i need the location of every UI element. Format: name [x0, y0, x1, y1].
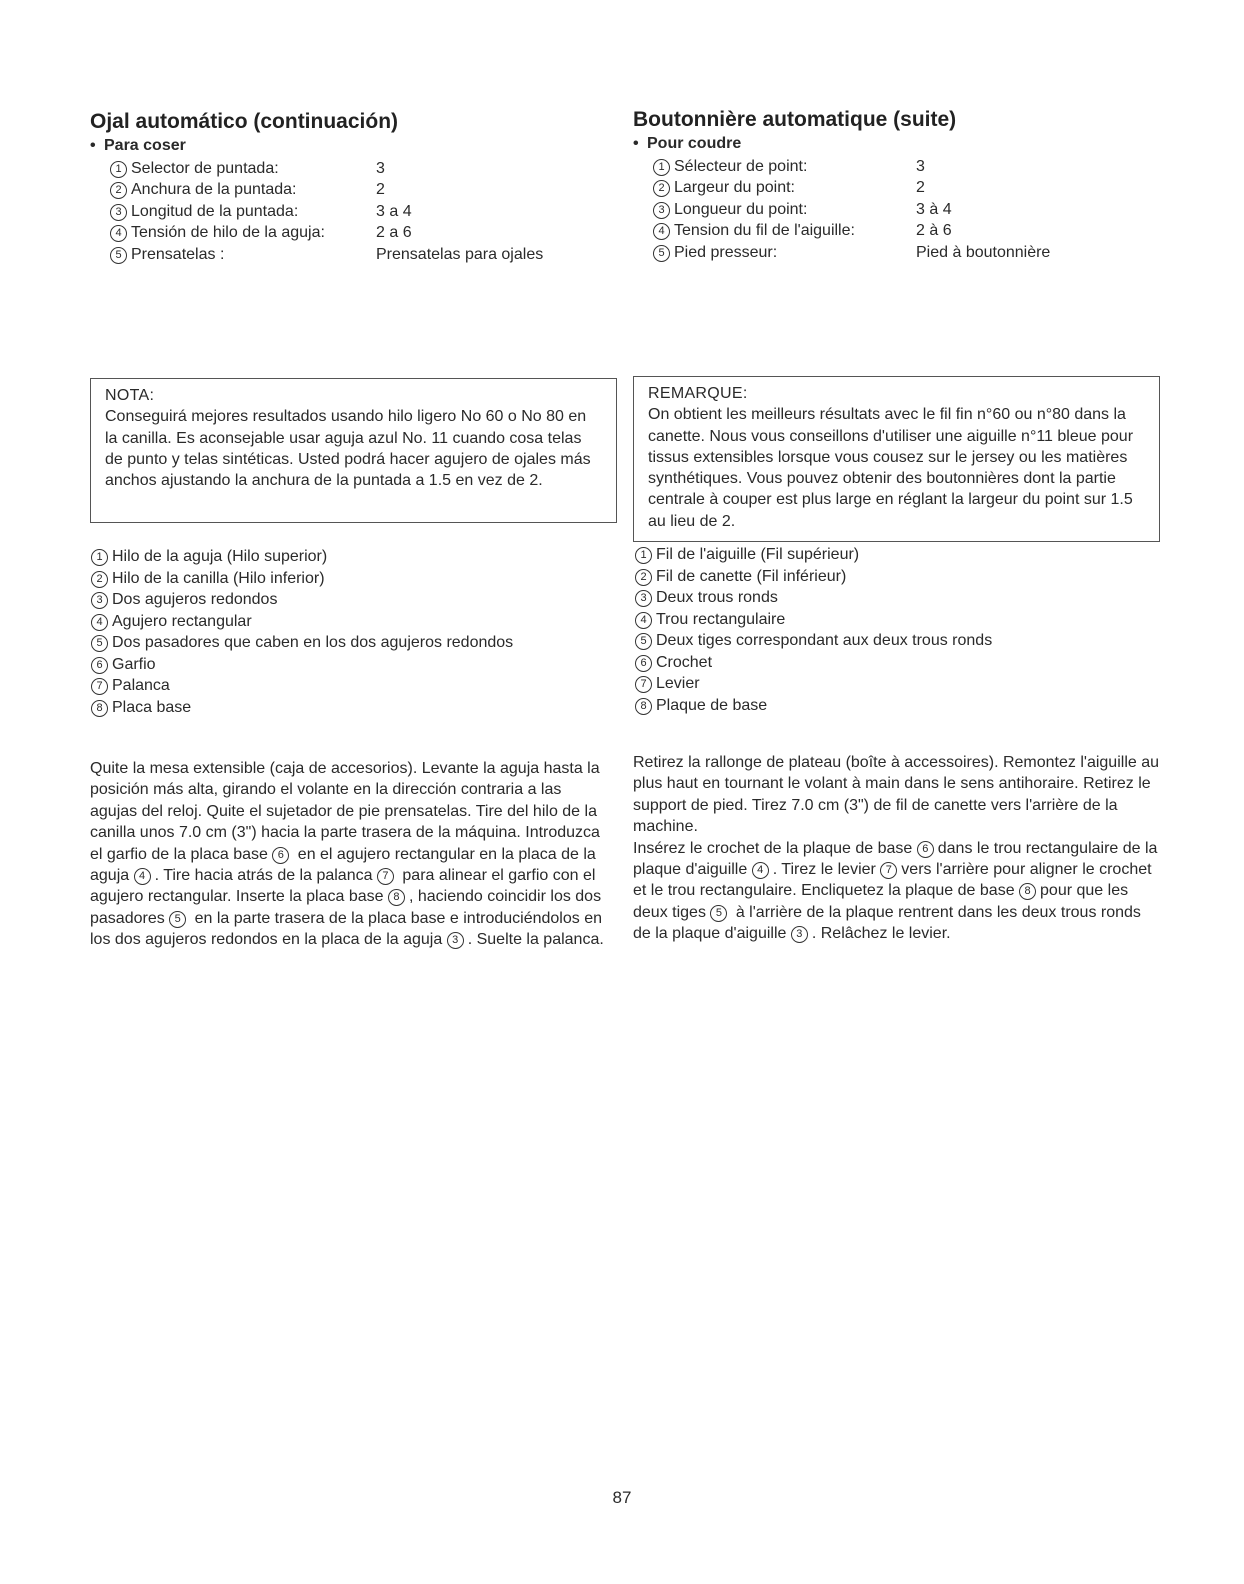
- setting-label: 4 Tension du fil de l'aiguille:: [653, 221, 916, 243]
- setting-value: 3: [376, 159, 385, 177]
- setting-row: [110, 158, 543, 180]
- ref-number: 4: [752, 862, 769, 879]
- setting-value: 3: [916, 157, 925, 175]
- ref-number: 3: [791, 926, 808, 943]
- spanish-settings-table: [110, 158, 543, 266]
- ref-number: 5: [710, 905, 727, 922]
- setting-label: 1 Selector de puntada:: [110, 158, 376, 180]
- ref-number: 4: [134, 868, 151, 885]
- setting-value: Pied à boutonnière: [916, 243, 1051, 261]
- setting-number: 4: [653, 223, 670, 240]
- setting-number: 4: [110, 225, 127, 242]
- french-parts: [635, 544, 1165, 716]
- french-instructions: [633, 752, 1161, 945]
- french-header: [633, 108, 1163, 264]
- part-number: 2: [91, 571, 108, 588]
- setting-number: 2: [653, 180, 670, 197]
- french-note-title: REMARQUE:: [648, 385, 748, 402]
- part-number: 6: [635, 655, 652, 672]
- ref-number: 7: [377, 868, 394, 885]
- setting-label: 2 Largeur du point:: [653, 178, 916, 200]
- setting-number: 3: [653, 202, 670, 219]
- list-item: 8 Plaque de base: [635, 695, 1165, 717]
- setting-value: 3 a 4: [376, 202, 412, 220]
- list-item: 6 Crochet: [635, 652, 1165, 674]
- french-subtitle-text: Pour coudre: [647, 135, 742, 152]
- list-item: 4 Trou rectangulaire: [635, 609, 1165, 631]
- list-item: 2 Hilo de la canilla (Hilo inferior): [91, 568, 621, 590]
- part-number: 3: [635, 590, 652, 607]
- part-number: 7: [635, 676, 652, 693]
- french-subtitle: • Pour coudre: [633, 135, 742, 152]
- setting-number: 1: [110, 161, 127, 178]
- setting-label: 2 Anchura de la puntada:: [110, 180, 376, 202]
- french-note-box: [633, 376, 1160, 542]
- list-item: 1 Hilo de la aguja (Hilo superior): [91, 546, 621, 568]
- list-item: 3 Deux trous ronds: [635, 587, 1165, 609]
- list-item: 3 Dos agujeros redondos: [91, 589, 621, 611]
- spanish-instructions: [90, 758, 612, 951]
- part-number: 2: [635, 569, 652, 586]
- list-item: 2 Fil de canette (Fil inférieur): [635, 566, 1165, 588]
- part-number: 1: [91, 549, 108, 566]
- spanish-note-title: NOTA:: [105, 387, 155, 404]
- setting-label: 5 Pied presseur:: [653, 242, 916, 264]
- list-item: 1 Fil de l'aiguille (Fil supérieur): [635, 544, 1165, 566]
- french-parts-list: [635, 544, 1165, 716]
- part-number: 5: [635, 633, 652, 650]
- part-number: 5: [91, 635, 108, 652]
- setting-value: 3 à 4: [916, 200, 952, 218]
- setting-value: 2: [376, 181, 385, 199]
- ref-number: 8: [388, 889, 405, 906]
- french-title: Boutonnière automatique (suite): [633, 108, 957, 131]
- list-item: 8 Placa base: [91, 697, 621, 719]
- setting-row: [653, 221, 1050, 243]
- ref-number: 8: [1019, 883, 1036, 900]
- spanish-parts: [91, 546, 621, 718]
- setting-row: [110, 223, 543, 245]
- setting-row: [110, 244, 543, 266]
- ref-number: 3: [447, 932, 464, 949]
- french-note-text: On obtient les meilleurs résultats avec le fil fin n°60 ou n°80 dans la canette. Nous vous conseillons d'utiliser une aiguille n°11 bleue pour tissus extensibles lorsque vous cousez sur le jersey ou les matières synthétiques. Vous pouvez obtenir des boutonnières dont la partie centrale à couper est plus large en réglant la largeur du point sur 1.5 au lieu de 2.: [648, 406, 1134, 530]
- spanish-subtitle: • Para coser: [90, 137, 186, 154]
- french-instructions-text: Retirez la rallonge de plateau (boîte à accessoires). Remontez l'aiguille au plus haut en tournant le volant à main dans le sens antihoraire. Retirez le support de pied. Tirez 7.0 cm (3") de fil de canette vers l'arrière de la machine. Insérez le crochet de la plaque de base 6 dans le trou rectangulaire de la plaque d'aiguille 4 . Tirez le levier 7 vers l'arrière pour aligner le crochet et le trou rectangulaire. Encliquetez la plaque de base 8 pour que les deux tiges 5 à l'arrière de la plaque rentrent dans les deux trous ronds de la plaque d'aiguille 3 . Relâchez le levier.: [633, 754, 1160, 943]
- spanish-note-text: Conseguirá mejores resultados usando hilo ligero No 60 o No 80 en la canilla. Es aconsejable usar aguja azul No. 11 cuando cosa telas de punto y telas sintéticas. Usted podrá hacer agujero de ojales más anchos ajustando la anchura de la puntada a 1.5 en vez de 2.: [105, 408, 591, 490]
- spanish-header: [90, 110, 620, 266]
- setting-number: 3: [110, 204, 127, 221]
- setting-row: [110, 201, 543, 223]
- setting-row: [653, 156, 1050, 178]
- spanish-note-box: [90, 378, 617, 523]
- ref-number: 6: [272, 847, 289, 864]
- part-number: 3: [91, 592, 108, 609]
- setting-number: 1: [653, 159, 670, 176]
- setting-label: 3 Longueur du point:: [653, 199, 916, 221]
- spanish-instructions-text: Quite la mesa extensible (caja de accesorios). Levante la aguja hasta la posición más alta, girando el volante en la dirección contraria a las agujas del reloj. Quite el sujetador de pie prensatelas. Tire del hilo de la canilla unos 7.0 cm (3") hacia la parte trasera de la máquina. Introduzca el garfio de la placa base 6 en el agujero rectangular en la placa de la aguja 4 . Tire hacia atrás de la palanca 7 para alinear el garfio con el agujero rectangular. Inserte la placa base 8 , haciendo coincidir los dos pasadores 5 en la parte trasera de la placa base e introduciéndolos en los dos agujeros redondos en la placa de la aguja 3 . Suelte la palanca.: [90, 760, 604, 949]
- list-item: 5 Dos pasadores que caben en los dos agujeros redondos: [91, 632, 621, 654]
- part-number: 4: [635, 612, 652, 629]
- setting-label: 5 Prensatelas :: [110, 244, 376, 266]
- setting-label: 3 Longitud de la puntada:: [110, 201, 376, 223]
- spanish-title: Ojal automático (continuación): [90, 110, 399, 133]
- part-number: 6: [91, 657, 108, 674]
- setting-number: 5: [110, 247, 127, 264]
- setting-row: [653, 178, 1050, 200]
- list-item: 7 Palanca: [91, 675, 621, 697]
- list-item: 4 Agujero rectangular: [91, 611, 621, 633]
- setting-value: 2 a 6: [376, 224, 412, 242]
- french-settings-table: [653, 156, 1050, 264]
- spanish-subtitle-text: Para coser: [104, 137, 186, 154]
- setting-value: 2 à 6: [916, 222, 952, 240]
- part-number: 1: [635, 547, 652, 564]
- setting-label: 4 Tensión de hilo de la aguja:: [110, 223, 376, 245]
- setting-label: 1 Sélecteur de point:: [653, 156, 916, 178]
- part-number: 8: [91, 700, 108, 717]
- ref-number: 5: [169, 911, 186, 928]
- setting-row: [653, 242, 1050, 264]
- part-number: 8: [635, 698, 652, 715]
- page-number: 87: [612, 1488, 632, 1507]
- list-item: 5 Deux tiges correspondant aux deux trous ronds: [635, 630, 1165, 652]
- list-item: 7 Levier: [635, 673, 1165, 695]
- setting-value: Prensatelas para ojales: [376, 245, 544, 263]
- list-item: 6 Garfio: [91, 654, 621, 676]
- ref-number: 6: [917, 841, 934, 858]
- setting-value: 2: [916, 179, 925, 197]
- setting-number: 2: [110, 182, 127, 199]
- setting-row: [110, 180, 543, 202]
- part-number: 4: [91, 614, 108, 631]
- spanish-parts-list: [91, 546, 621, 718]
- setting-row: [653, 199, 1050, 221]
- part-number: 7: [91, 678, 108, 695]
- setting-number: 5: [653, 245, 670, 262]
- ref-number: 7: [880, 862, 897, 879]
